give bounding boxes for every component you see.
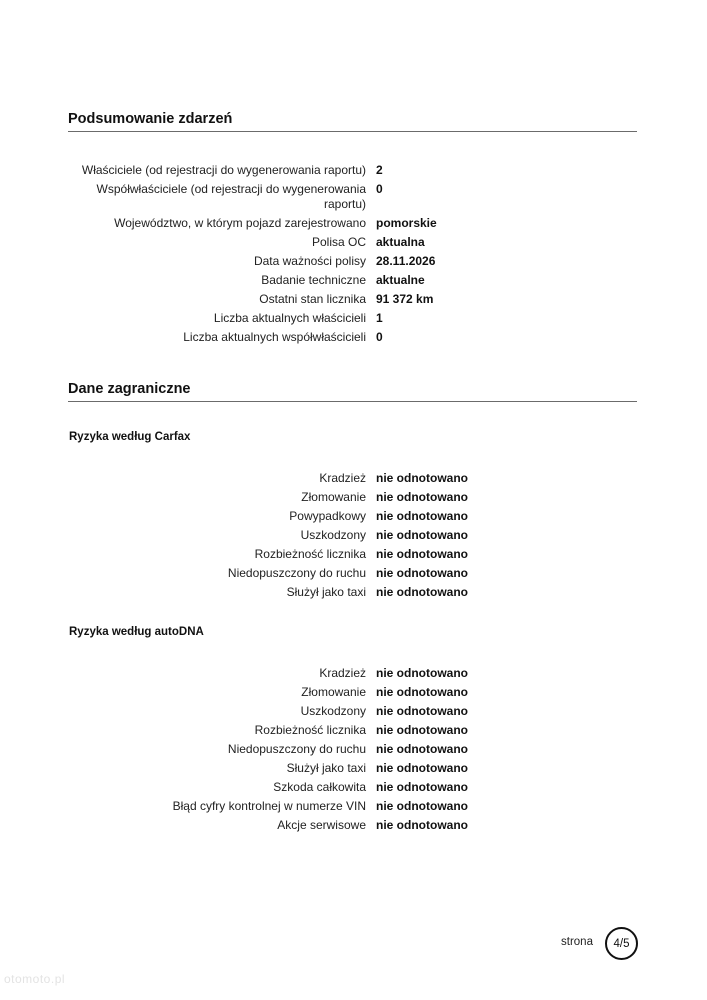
carfax-row [0,471,707,490]
autodna-value: nie odnotowano [376,799,468,813]
summary-label: Liczba aktualnych właścicieli [213,311,366,325]
summary-label: Właściciele (od rejestracji do wygenerowania raportu) [81,163,366,177]
autodna-label: Akcje serwisowe [277,818,366,832]
carfax-label: Złomowanie [301,490,366,504]
autodna-value: nie odnotowano [376,818,468,832]
carfax-row [0,490,707,509]
summary-row-voivodeship [0,216,707,235]
summary-value: 0 [376,330,383,344]
summary-row-oc-policy [0,235,707,254]
summary-row-current-co-owners [0,330,707,349]
carfax-value: nie odnotowano [376,471,468,485]
carfax-label: Powypadkowy [289,509,366,523]
autodna-value: nie odnotowano [376,780,468,794]
summary-label: Ostatni stan licznika [259,292,366,306]
summary-label: Liczba aktualnych współwłaścicieli [183,330,366,344]
summary-value: pomorskie [376,216,437,230]
carfax-value: nie odnotowano [376,547,468,561]
autodna-label: Służył jako taxi [286,761,366,775]
summary-row-inspection [0,273,707,292]
summary-list [0,163,707,349]
summary-row-owners [0,163,707,182]
autodna-row [0,742,707,761]
autodna-row [0,799,707,818]
summary-value: 28.11.2026 [376,254,436,268]
carfax-label: Kradzież [319,471,366,485]
summary-value: 0 [376,182,383,196]
carfax-label: Niedopuszczony do ruchu [227,566,366,580]
carfax-label: Uszkodzony [300,528,366,542]
carfax-row [0,547,707,566]
summary-value: 2 [376,163,383,177]
carfax-row [0,528,707,547]
autodna-subheading: Ryzyka według autoDNA [69,626,204,638]
summary-row-co-owners [0,182,707,216]
autodna-row [0,780,707,799]
carfax-value: nie odnotowano [376,566,468,580]
carfax-row [0,566,707,585]
autodna-value: nie odnotowano [376,761,468,775]
autodna-value: nie odnotowano [376,723,468,737]
autodna-row [0,818,707,837]
foreign-heading: Dane zagraniczne [68,380,637,402]
carfax-list [0,471,707,604]
autodna-label: Złomowanie [301,685,366,699]
carfax-value: nie odnotowano [376,490,468,504]
summary-label: Współwłaściciele (od rejestracji do wygenerowania raportu) [96,182,366,211]
autodna-row [0,685,707,704]
autodna-value: nie odnotowano [376,685,468,699]
carfax-label: Służył jako taxi [286,585,366,599]
autodna-label: Kradzież [319,666,366,680]
autodna-value: nie odnotowano [376,666,468,680]
summary-value: aktualna [376,235,425,249]
summary-label: Województwo, w którym pojazd zarejestrowano [114,216,366,230]
summary-label: Data ważności polisy [253,254,366,268]
summary-row-current-owners [0,311,707,330]
autodna-value: nie odnotowano [376,704,468,718]
carfax-value: nie odnotowano [376,528,468,542]
carfax-value: nie odnotowano [376,509,468,523]
carfax-row [0,585,707,604]
page-label: strona [561,936,593,948]
summary-row-policy-expiry [0,254,707,273]
summary-value: 1 [376,311,383,325]
summary-heading: Podsumowanie zdarzeń [68,110,637,132]
autodna-label: Błąd cyfry kontrolnej w numerze VIN [172,799,366,813]
carfax-label: Rozbieżność licznika [254,547,366,561]
summary-value: aktualne [376,273,425,287]
summary-value: 91 372 km [376,292,434,306]
page-number: 4/5 [613,937,630,950]
summary-row-odometer [0,292,707,311]
autodna-label: Szkoda całkowita [273,780,366,794]
page-number-badge [605,927,638,960]
carfax-row [0,509,707,528]
carfax-value: nie odnotowano [376,585,468,599]
watermark: otomoto.pl [4,972,66,986]
autodna-row [0,761,707,780]
autodna-value: nie odnotowano [376,742,468,756]
carfax-subheading: Ryzyka według Carfax [69,431,191,443]
autodna-label: Rozbieżność licznika [254,723,366,737]
summary-label: Badanie techniczne [261,273,366,287]
autodna-label: Uszkodzony [300,704,366,718]
autodna-label: Niedopuszczony do ruchu [227,742,366,756]
summary-label: Polisa OC [311,235,366,249]
autodna-row [0,723,707,742]
autodna-row [0,666,707,685]
autodna-list [0,666,707,837]
autodna-row [0,704,707,723]
